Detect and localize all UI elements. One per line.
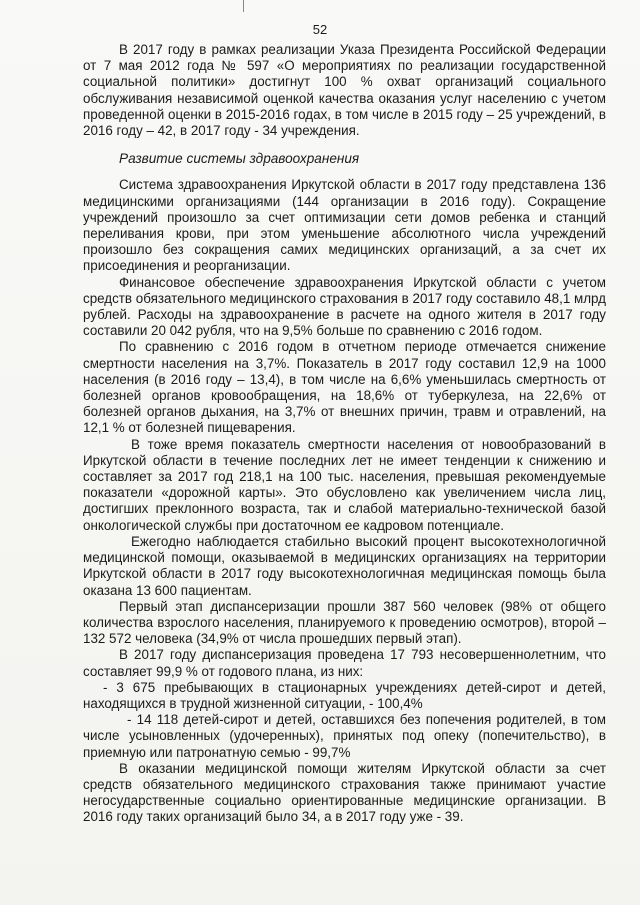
page-number: 52 <box>312 22 328 37</box>
paragraph-financing: Финансовое обеспечение здравоохранения Иркутской области с учетом средств обязательного медицинского страхования в 2017 году составило 48,1 млрд рублей. Расходы на здравоохранение в расчете на одного жителя в 2017 году составили 20 042 рубля, что на 9,5% больше по сравнению с 2016 годом. <box>83 274 606 339</box>
list-item-orphans-adopted: - 14 118 детей-сирот и детей, оставшихся без попечения родителей, в том числе усыновленных (удочеренных), принятых под опеку (попечительство), в приемную или патронатную семью - 99,7% <box>83 712 606 760</box>
scan-edge-mark <box>243 0 244 12</box>
paragraph-oncology: В тоже время показатель смертности населения от новообразований в Иркутской области в течение последних лет не имеет тенденции к снижению и составляет за 2017 год 218,1 на 100 тыс. населения, превышая рекомендуемые показатели «дорожной карты». Это обусловлено как увеличением числа лиц, достигших преклонного возраста, так и слабой материально-технической базой онкологической службы при достаточном ее кадровом потенциале. <box>83 436 606 533</box>
paragraph-dispensary-adults: Первый этап диспансеризации прошли 387 560 человек (98% от общего количества взрослого населения, планируемого к проведению осмотров), второй – 132 572 человека (34,9% от числа прошедших первый этап). <box>83 598 606 647</box>
paragraph-dispensary-minors: В 2017 году диспансеризация проведена 17 793 несовершеннолетним, что составляет 99,9 % от годового плана, из них: <box>83 647 606 679</box>
paragraph-healthcare-system: Система здравоохранения Иркутской области в 2017 году представлена 136 медицинскими организациями (144 организации в 2016 году). Сокращение учреждений произошло за счет оптимизации сети домов ребенка и станций переливания крови, при этом уменьшение абсолютного числа учреждений произошло без сокращения самих медицинских организаций, а за счет их присоединения и реорганизации. <box>83 177 606 274</box>
paragraph-mortality: По сравнению с 2016 годом в отчетном периоде отмечается снижение смертности населения на 3,7%. Показатель в 2017 году составил 12,9 на 1000 населения (в 2016 году – 13,4), в том числе на 6,6% уменьшилась смертность от болезней органов кровообращения, на 18,6% от туберкулеза, на 22,6% от болезней органов дыхания, на 3,7% от внешних причин, травм и отравлений, на 12,1 % от болезней пищеварения. <box>83 339 606 436</box>
document-body <box>83 42 606 826</box>
section-heading: Развитие системы здравоохранения <box>119 151 360 167</box>
intro-paragraph: В 2017 году в рамках реализации Указа Президента Российской Федерации от 7 мая 2012 года № 597 «О мероприятиях по реализации государственной социальной политики» достигнут 100 % охват организаций социального обслуживания независимой оценкой качества оказания услуг населению с учетом проведенной оценки в 2015-2016 годах, в том числе в 2015 году – 25 учреждений, в 2016 году – 42, в 2017 году - 34 учреждения. <box>83 42 606 139</box>
list-item-orphans-institutions: - 3 675 пребывающих в стационарных учреждениях детей-сирот и детей, находящихся в трудной жизненной ситуации, - 100,4% <box>83 679 606 711</box>
paragraph-private-organizations: В оказании медицинской помощи жителям Иркутской области за счет средств обязательного медицинского страхования также принимают участие негосударственные социально ориентированные медицинские организации. В 2016 году таких организаций было 34, а в 2017 году уже - 39. <box>83 760 606 825</box>
paragraph-high-tech-care: Ежегодно наблюдается стабильно высокий процент высокотехнологичной медицинской помощи, оказываемой в медицинских организациях на территории Иркутской области в 2017 году высокотехнологичная медицинская помощь была оказана 13 600 пациентам. <box>83 533 606 598</box>
